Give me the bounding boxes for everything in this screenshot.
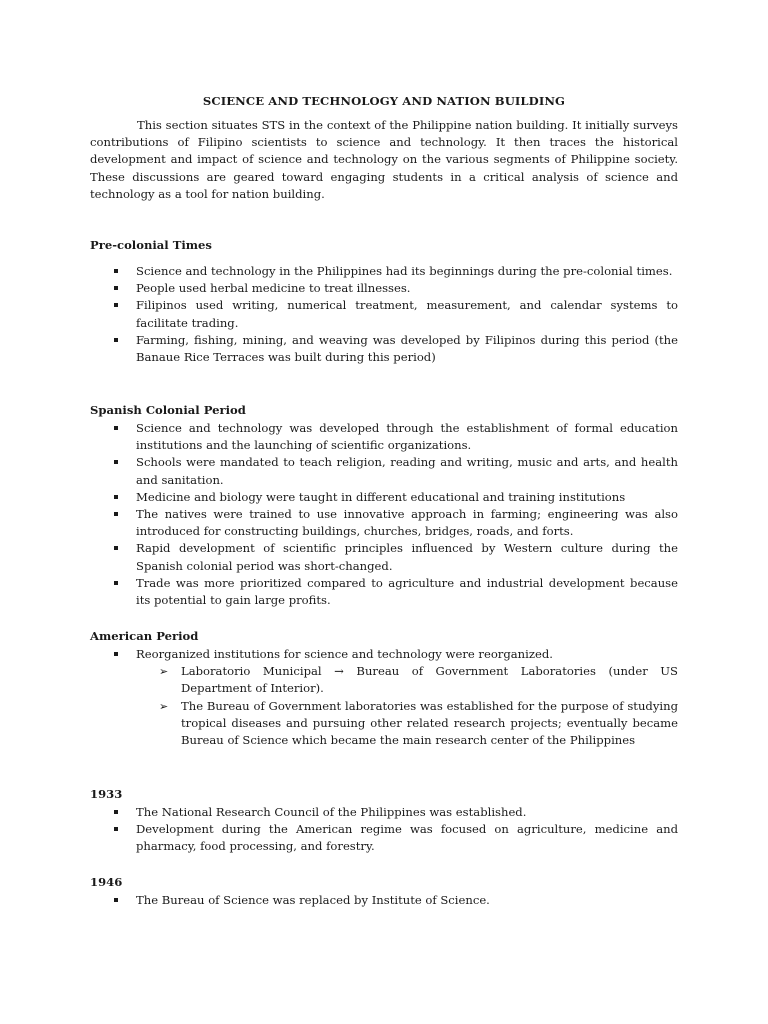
bullet-list-1933 <box>90 804 678 856</box>
list-item: Schools were mandated to teach religion, reading and writing, music and arts, and health and sanitation. <box>90 454 678 488</box>
list-item: The natives were trained to use innovative approach in farming; engineering was also introduced for constructing buildings, churches, bridges, roads, and forts. <box>90 506 678 540</box>
section-heading-1933: 1933 <box>90 787 123 801</box>
list-item: Development during the American regime was focused on agriculture, medicine and pharmacy, food processing, and forestry. <box>90 821 678 855</box>
section-heading-spanish: Spanish Colonial Period <box>90 403 246 417</box>
list-item: Trade was more prioritized compared to agriculture and industrial development because its potential to gain large profits. <box>90 575 678 609</box>
american-subbullet-list <box>136 663 678 749</box>
list-item: People used herbal medicine to treat illnesses. <box>90 280 678 297</box>
document-title: SCIENCE AND TECHNOLOGY AND NATION BUILDING <box>202 94 566 108</box>
list-item: Farming, fishing, mining, and weaving was developed by Filipinos during this period (the Banaue Rice Terraces was built during this period) <box>90 332 678 366</box>
sub-list-item: ➢ Laboratorio Municipal → Bureau of Government Laboratories (under US Department of Interior). <box>136 663 678 697</box>
section-heading-american: American Period <box>90 629 199 643</box>
intro-paragraph: This section situates STS in the context of the Philippine nation building. It initially surveys contributions of Filipino scientists to science and technology. It then traces the historical development and impact of science and technology on the various segments of Philippine society. These discussions are geared toward engaging students in a critical analysis of science and technology as a tool for nation building. <box>90 118 678 201</box>
list-item: Science and technology in the Philippines had its beginnings during the pre-colonial times. <box>90 263 678 280</box>
list-item: Medicine and biology were taught in different educational and training institutions <box>90 489 678 506</box>
american-bullet-list <box>90 646 678 749</box>
list-item: The National Research Council of the Philippines was established. <box>90 804 678 821</box>
list-item: Rapid development of scientific principles influenced by Western culture during the Spanish colonial period was short-changed. <box>90 540 678 574</box>
list-item-text: Reorganized institutions for science and technology were reorganized. <box>136 647 553 661</box>
list-item <box>90 646 678 749</box>
section-heading-1946: 1946 <box>90 875 123 889</box>
list-item: Filipinos used writing, numerical treatment, measurement, and calendar systems to facilitate trading. <box>90 297 678 331</box>
section-heading-precolonial: Pre-colonial Times <box>90 238 212 252</box>
spanish-bullet-list <box>90 420 678 609</box>
precolonial-bullet-list <box>90 263 678 366</box>
list-item: The Bureau of Science was replaced by Institute of Science. <box>90 892 678 909</box>
sub-list-item: ➢ The Bureau of Government laboratories was established for the purpose of studying tropical diseases and pursuing other related research projects; eventually became Bureau of Science which became the main research center of the Philippines <box>136 698 678 750</box>
list-item: Science and technology was developed through the establishment of formal education institutions and the launching of scientific organizations. <box>90 420 678 454</box>
bullet-list-1946 <box>90 892 678 909</box>
